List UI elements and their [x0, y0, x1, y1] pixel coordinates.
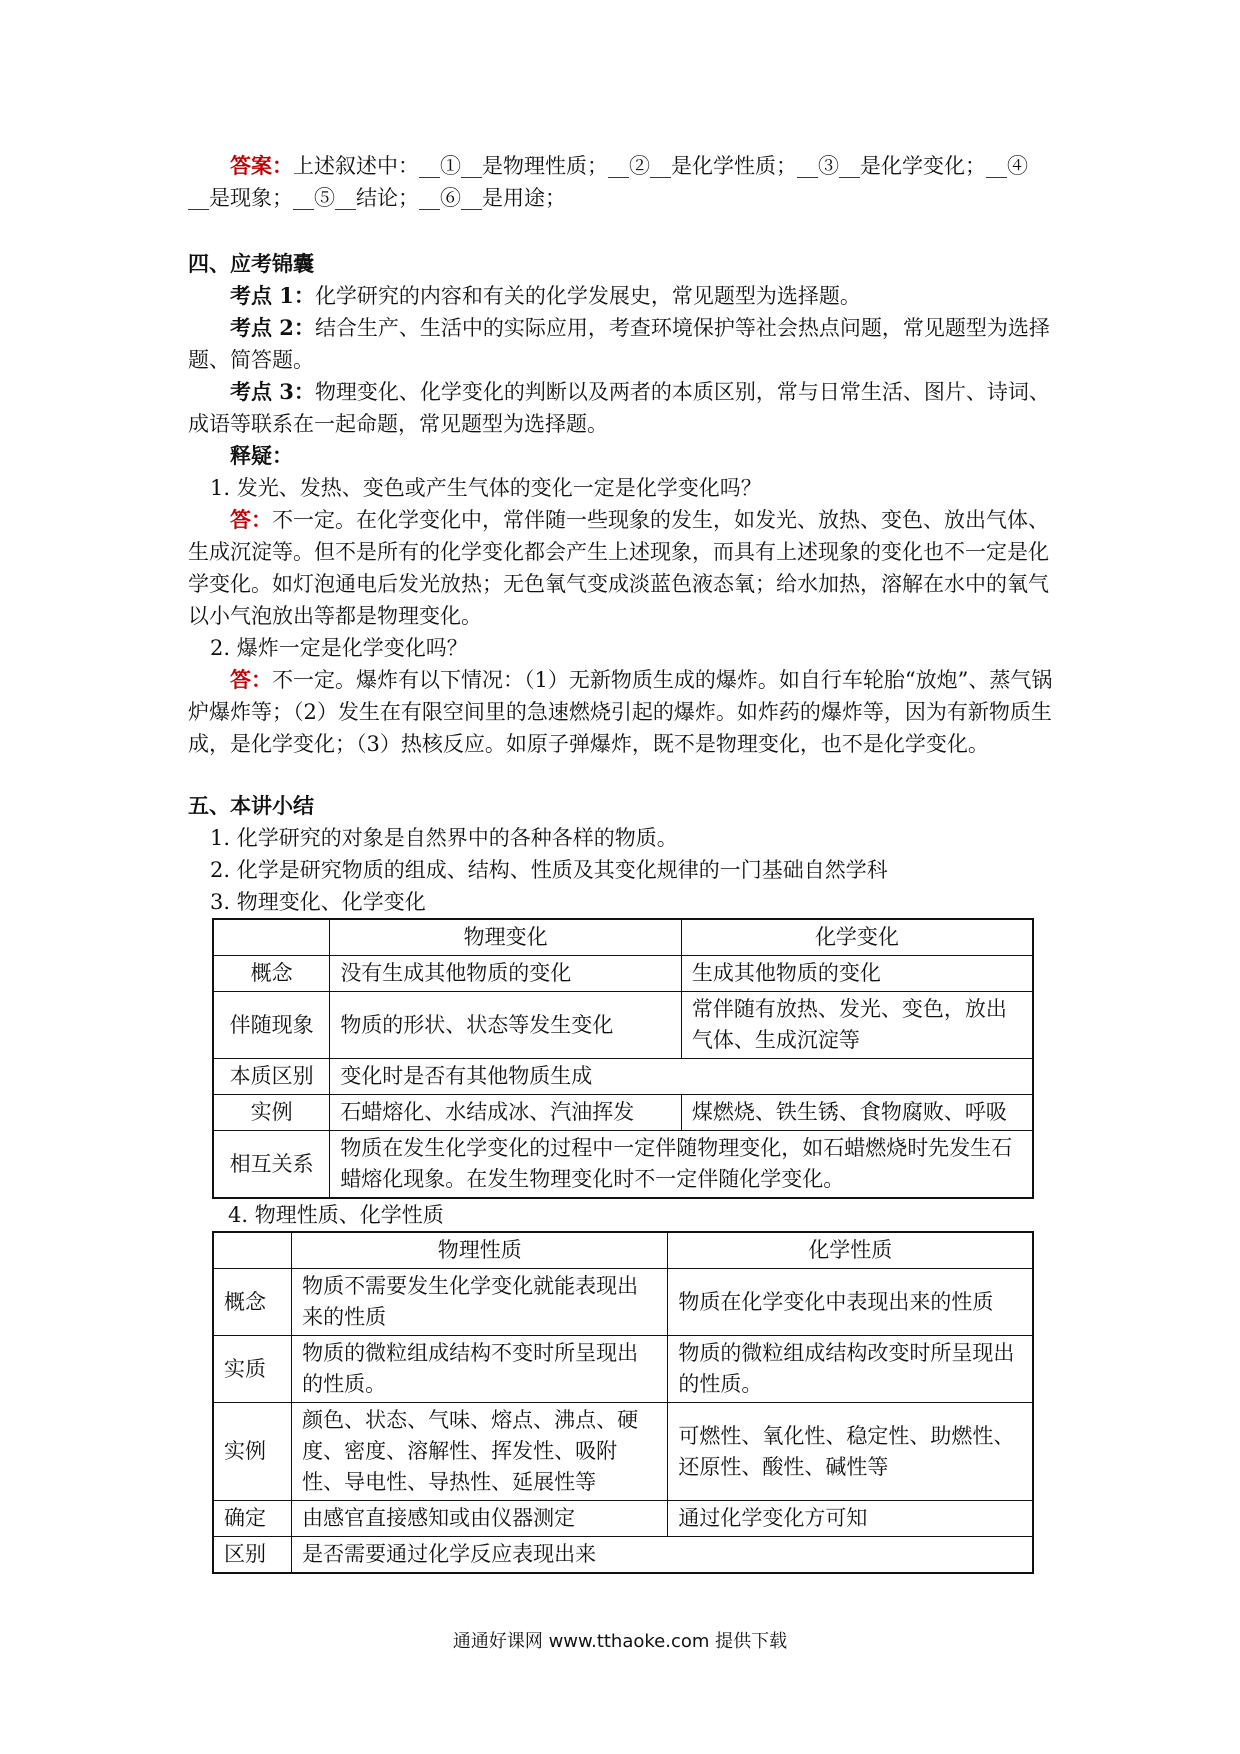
row-label: 实质: [213, 1336, 292, 1403]
row-label: 相互关系: [213, 1131, 330, 1199]
question-2: 2. 爆炸一定是化学变化吗？: [210, 636, 468, 660]
table-cell: 物质的微粒组成结构不变时所呈现出的性质。: [292, 1336, 668, 1403]
table-cell: 没有生成其他物质的变化: [330, 956, 682, 992]
table-header-cell: [213, 1232, 292, 1269]
row-label: 伴随现象: [213, 992, 330, 1059]
table-cell: 物质在化学变化中表现出来的性质: [668, 1269, 1033, 1336]
table-cell: 物质不需要发生化学变化就能表现出来的性质: [292, 1269, 668, 1336]
answer-line-2: __是现象；__⑤__结论；__⑥__是用途；: [188, 186, 566, 210]
row-label: 实例: [213, 1095, 330, 1131]
table-cell: 生成其他物质的变化: [681, 956, 1033, 992]
table-physical-chemical-change: [212, 918, 1034, 1199]
table-cell: 物质的微粒组成结构改变时所呈现出的性质。: [668, 1336, 1033, 1403]
section5-title: 五、本讲小结: [188, 793, 314, 818]
table-cell: 通过化学变化方可知: [668, 1501, 1033, 1537]
section4-title: 四、应考锦囊: [188, 251, 314, 276]
row-label: 本质区别: [213, 1059, 330, 1095]
table-row: [213, 1501, 1033, 1537]
table-physical-chemical-property: [212, 1231, 1034, 1574]
table-cell: 可燃性、氧化性、稳定性、助燃性、还原性、酸性、碱性等: [668, 1403, 1033, 1501]
summary-item-4: 4. 物理性质、化学性质: [228, 1203, 444, 1227]
row-label: 概念: [213, 956, 330, 992]
page-footer: 通通好课网 www.tthaoke.com 提供下载: [452, 1631, 788, 1652]
table-header-cell: 化学性质: [668, 1232, 1033, 1269]
table-header-row: [213, 1232, 1033, 1269]
table-row: [213, 1537, 1033, 1574]
row-label: 区别: [213, 1537, 292, 1574]
table-row: [213, 956, 1033, 992]
table-row: [213, 992, 1033, 1059]
table-header-cell: 化学变化: [681, 919, 1033, 956]
exam-point-2: 考点 2：结合生产、生活中的实际应用，考查环境保护等社会热点问题，常见题型为选择题、简答题。: [188, 315, 1050, 372]
table-cell: 煤燃烧、铁生锈、食物腐败、呼吸: [681, 1095, 1033, 1131]
table-row: [213, 1095, 1033, 1131]
row-label: 确定: [213, 1501, 292, 1537]
summary-item-1: 1. 化学研究的对象是自然界中的各种各样的物质。: [210, 826, 678, 850]
table-row: [213, 1059, 1033, 1095]
table-header-cell: [213, 919, 330, 956]
row-label: 概念: [213, 1269, 292, 1336]
shiyi-label: 释疑：: [230, 443, 293, 468]
question-1: 1. 发光、发热、变色或产生气体的变化一定是化学变化吗？: [210, 476, 762, 500]
table-cell-merged: 是否需要通过化学反应表现出来: [292, 1537, 1033, 1574]
table-row: [213, 1403, 1033, 1501]
row-label: 实例: [213, 1403, 292, 1501]
exam-point-1: 考点 1：化学研究的内容和有关的化学发展史，常见题型为选择题。: [230, 283, 861, 308]
table-cell: 颜色、状态、气味、熔点、沸点、硬度、密度、溶解性、挥发性、吸附性、导电性、导热性、延展性等: [292, 1403, 668, 1501]
table-row: [213, 1131, 1033, 1199]
table-cell: 由感官直接感知或由仪器测定: [292, 1501, 668, 1537]
table-header-cell: 物理变化: [330, 919, 682, 956]
table-row: [213, 1269, 1033, 1336]
table-cell: 常伴随有放热、发光、变色，放出气体、生成沉淀等: [681, 992, 1033, 1059]
exam-point-3: 考点 3：物理变化、化学变化的判断以及两者的本质区别，常与日常生活、图片、诗词、成语等联系在一起命题，常见题型为选择题。: [188, 379, 1050, 436]
answer-label: 答案：: [230, 153, 293, 178]
table-cell: 物质的形状、状态等发生变化: [330, 992, 682, 1059]
table-cell-merged: 物质在发生化学变化的过程中一定伴随物理变化，如石蜡燃烧时先发生石蜡熔化现象。在发生物理变化时不一定伴随化学变化。: [330, 1131, 1033, 1199]
table-cell-merged: 变化时是否有其他物质生成: [330, 1059, 1033, 1095]
table-row: [213, 1336, 1033, 1403]
table-cell: 石蜡熔化、水结成冰、汽油挥发: [330, 1095, 682, 1131]
summary-item-3: 3. 物理变化、化学变化: [210, 890, 426, 914]
table-header-row: [213, 919, 1033, 956]
answer-2: 答：不一定。爆炸有以下情况：（1）无新物质生成的爆炸。如自行车轮胎“放炮”、蒸气锅炉爆炸等；（2）发生在有限空间里的急速燃烧引起的爆炸。如炸药的爆炸等，因为有新物质生成，是化学变化；（3）热核反应。如原子弹爆炸，既不是物理变化，也不是化学变化。: [188, 667, 1053, 756]
document-body: [188, 150, 1056, 1574]
table-header-cell: 物理性质: [292, 1232, 668, 1269]
summary-item-2: 2. 化学是研究物质的组成、结构、性质及其变化规律的一门基础自然学科: [210, 858, 888, 882]
answer-1: 答：不一定。在化学变化中，常伴随一些现象的发生，如发光、放热、变色、放出气体、生成沉淀等。但不是所有的化学变化都会产生上述现象，而具有上述现象的变化也不一定是化学变化。如灯泡通电后发光放热；无色氧气变成淡蓝色液态氧；给水加热，溶解在水中的氧气以小气泡放出等都是物理变化。: [188, 507, 1049, 628]
answer-line-1: 答案：上述叙述中：__①__是物理性质；__②__是化学性质；__③__是化学变化；__④: [230, 153, 1028, 178]
